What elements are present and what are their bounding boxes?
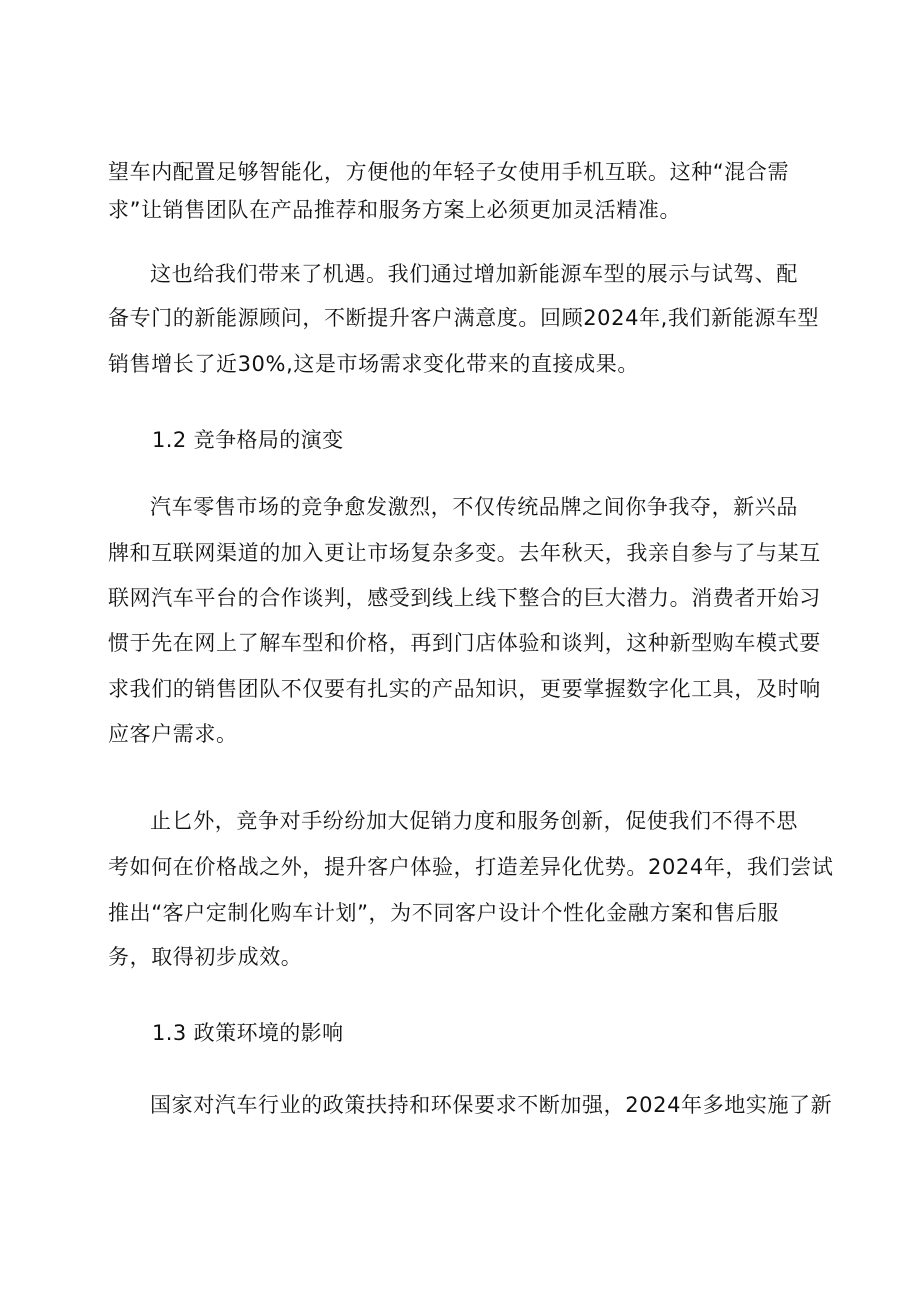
paragraph-3-line-2: 牌和互联网渠道的加入更让市场复杂多变。去年秋天，我亲自参与了与某互 — [108, 541, 821, 565]
paragraph-3-line-4: 惯于先在网上了解车型和价格，再到门店体验和谈判，这种新型购车模式要 — [108, 631, 821, 655]
paragraph-4-line-1: 止匕外，竞争对手纷纷加大促销力度和服务创新，促使我们不得不思 — [150, 809, 798, 833]
paragraph-2-line-2: 备专门的新能源顾问，不断提升客户满意度。回顾2024年,我们新能源车型 — [108, 306, 820, 330]
section-heading-1-3: 1.3 政策环境的影响 — [152, 1021, 344, 1045]
paragraph-1-line-1: 望车内配置足够智能化，方便他的年轻子女使用手机互联。这种“混合需 — [108, 160, 790, 184]
paragraph-4-line-2: 考如何在价格战之外，提升客户体验，打造差异化优势。2024年，我们尝试 — [108, 855, 834, 879]
paragraph-3-line-1: 汽车零售市场的竞争愈发激烈，不仅传统品牌之间你争我夺，新兴品 — [150, 495, 798, 519]
section-heading-1-2: 1.2 竞争格局的演变 — [152, 428, 344, 452]
paragraph-4-line-4: 务，取得初步成效。 — [108, 945, 303, 969]
paragraph-3-line-3: 联网汽车平台的合作谈判，感受到线上线下整合的巨大潜力。消费者开始习 — [108, 586, 821, 610]
paragraph-5-line-1: 国家对汽车行业的政策扶持和环保要求不断加强，2024年多地实施了新 — [150, 1093, 833, 1117]
paragraph-1-line-2: 求”让销售团队在产品推荐和服务方案上必须更加灵活精准。 — [108, 198, 682, 222]
paragraph-2-line-1: 这也给我们带来了机遇。我们通过增加新能源车型的展示与试驾、配 — [150, 262, 798, 286]
paragraph-3-line-5: 求我们的销售团队不仅要有扎实的产品知识，更要掌握数字化工具，及时响 — [108, 677, 821, 701]
paragraph-2-line-3: 销售增长了近30%,这是市场需求变化带来的直接成果。 — [108, 352, 639, 376]
paragraph-4-line-3: 推出“客户定制化购车计划”，为不同客户设计个性化金融方案和售后服 — [108, 901, 779, 925]
paragraph-3-line-6: 应客户需求。 — [108, 722, 238, 746]
